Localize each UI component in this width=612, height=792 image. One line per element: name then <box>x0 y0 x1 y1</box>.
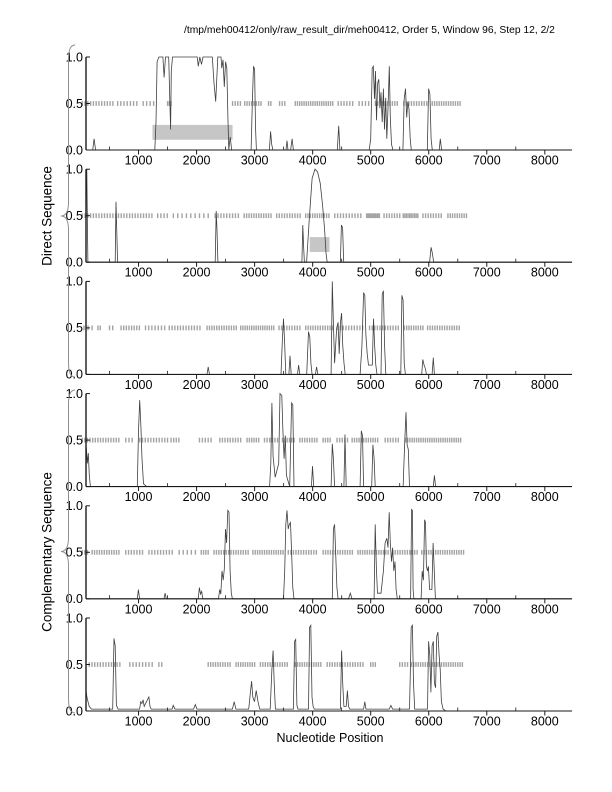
x-tick-label: 7000 <box>472 153 501 168</box>
x-tick-label: 1000 <box>124 490 153 505</box>
x-tick-label: 5000 <box>356 602 385 617</box>
x-tick-label: 8000 <box>530 377 559 392</box>
x-tick-label: 7000 <box>472 377 501 392</box>
x-tick-label: 1000 <box>124 602 153 617</box>
x-tick-label: 7000 <box>472 714 501 729</box>
x-tick-label: 5000 <box>356 714 385 729</box>
x-tick-label: 1000 <box>124 265 153 280</box>
y-tick-label: 0.5 <box>65 433 83 448</box>
x-tick-label: 6000 <box>414 265 443 280</box>
x-tick-label: 7000 <box>472 602 501 617</box>
x-tick-label: 6000 <box>414 602 443 617</box>
plot-title: /tmp/meh00412/only/raw_result_dir/meh00412, Order 5, Window 96, Step 12, 2/2 <box>184 25 555 36</box>
x-tick-label: 2000 <box>182 602 211 617</box>
x-tick-label: 1000 <box>124 153 153 168</box>
x-tick-label: 3000 <box>240 490 269 505</box>
y-tick-label: 0.0 <box>65 367 83 382</box>
x-tick-label: 3000 <box>240 265 269 280</box>
x-axis-title <box>0 731 612 745</box>
x-tick-label: 8000 <box>530 490 559 505</box>
x-tick-label: 6000 <box>414 490 443 505</box>
y-tick-label: 1.0 <box>65 386 83 401</box>
x-tick-label: 2000 <box>182 490 211 505</box>
x-tick-label: 3000 <box>240 602 269 617</box>
x-tick-label: 7000 <box>472 490 501 505</box>
direct-sequence-label: Direct Sequence <box>39 166 55 266</box>
complementary-group-brace <box>61 390 75 713</box>
y-tick-label: 0.5 <box>65 657 83 672</box>
y-tick-label: 0.0 <box>65 255 83 270</box>
x-tick-label: 4000 <box>298 377 327 392</box>
x-tick-label: 3000 <box>240 714 269 729</box>
x-tick-label: 2000 <box>182 265 211 280</box>
y-tick-label: 0.5 <box>65 96 83 111</box>
y-tick-label: 1.0 <box>65 162 83 177</box>
y-tick-label: 0.0 <box>65 479 83 494</box>
x-tick-label: 8000 <box>530 602 559 617</box>
x-tick-label: 8000 <box>530 265 559 280</box>
x-tick-label: 6000 <box>414 714 443 729</box>
x-tick-label: 2000 <box>182 377 211 392</box>
y-tick-label: 0.5 <box>65 321 83 336</box>
x-axis-title-text: Nucleotide Position <box>276 731 384 745</box>
x-tick-label: 7000 <box>472 265 501 280</box>
x-tick-label: 8000 <box>530 714 559 729</box>
x-tick-label: 5000 <box>356 265 385 280</box>
y-tick-label: 1.0 <box>65 50 83 65</box>
y-tick-label: 1.0 <box>65 611 83 626</box>
x-tick-label: 5000 <box>356 377 385 392</box>
y-tick-label: 1.0 <box>65 499 83 514</box>
x-tick-label: 3000 <box>240 377 269 392</box>
x-tick-label: 4000 <box>298 153 327 168</box>
complementary-sequence-label: Complementary Sequence <box>39 472 55 632</box>
x-tick-label: 6000 <box>414 153 443 168</box>
x-tick-label: 4000 <box>298 602 327 617</box>
y-tick-label: 1.0 <box>65 274 83 289</box>
y-tick-label: 0.0 <box>65 592 83 607</box>
y-tick-label: 0.5 <box>65 209 83 223</box>
x-tick-label: 5000 <box>356 490 385 505</box>
x-tick-label: 6000 <box>414 377 443 392</box>
x-tick-label: 4000 <box>298 265 327 280</box>
y-tick-label: 0.0 <box>65 143 83 158</box>
x-tick-label: 5000 <box>356 153 385 168</box>
x-tick-label: 3000 <box>240 153 269 168</box>
x-tick-label: 2000 <box>182 153 211 168</box>
x-tick-label: 8000 <box>530 153 559 168</box>
x-tick-label: 4000 <box>298 714 327 729</box>
direct-group-brace <box>61 45 75 377</box>
x-tick-label: 1000 <box>124 714 153 729</box>
x-tick-label: 1000 <box>124 377 153 392</box>
x-tick-label: 4000 <box>298 490 327 505</box>
y-tick-label: 0.5 <box>65 545 83 560</box>
y-tick-label: 0.0 <box>65 704 83 719</box>
x-tick-label: 2000 <box>182 714 211 729</box>
